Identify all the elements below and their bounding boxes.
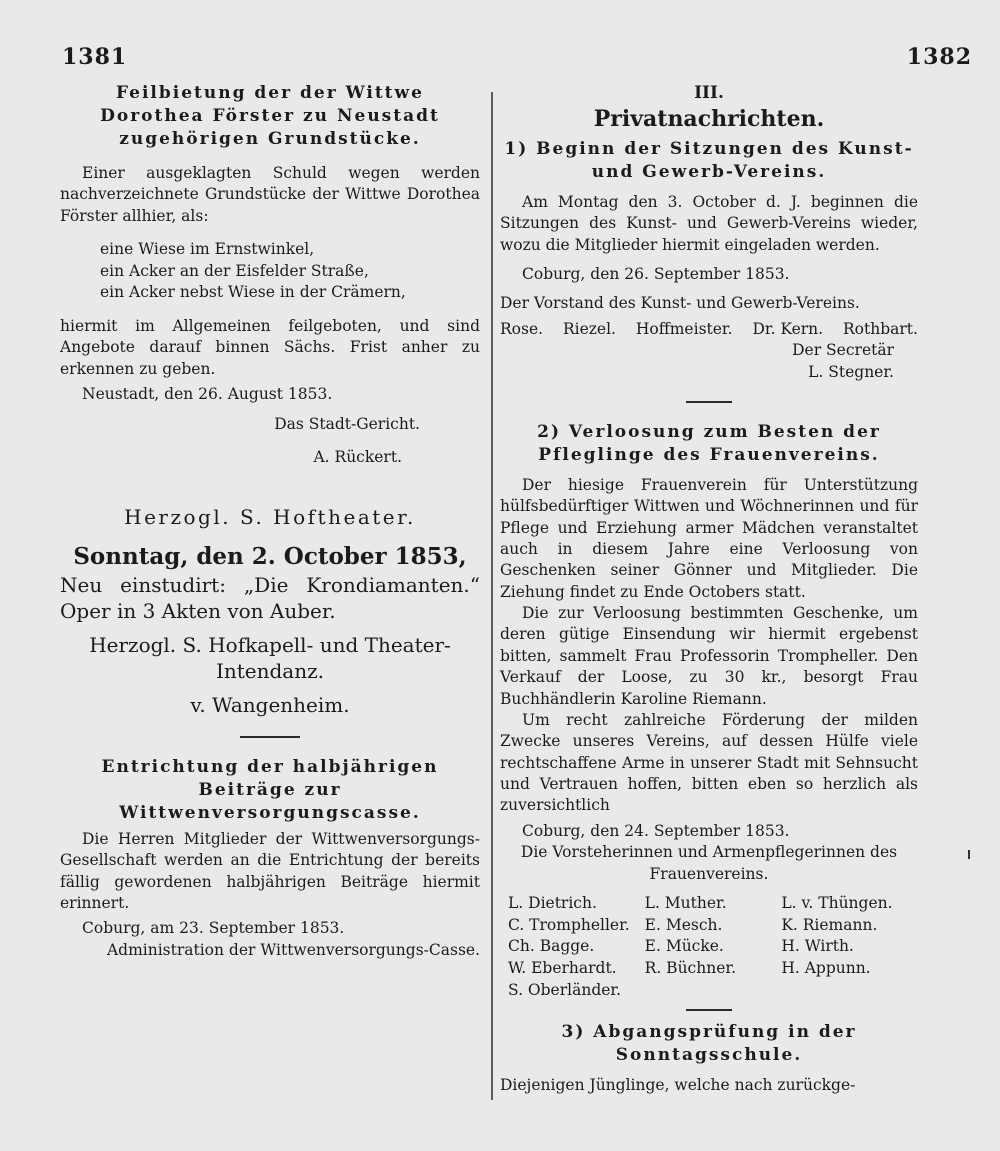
- sale-heading: Feilbietung der der Wittwe Dorothea Förster zu Neustadt zugehörigen Grundstücke.: [100, 83, 440, 149]
- section-rule: [686, 1009, 732, 1011]
- page-number-right: 1382: [906, 44, 972, 70]
- member-name: E. Mesch.: [644, 915, 723, 934]
- item2-text-1: Der hiesige Frauenverein für Unterstützung hülfsbedürftiger Wittwen und Wöchnerinnen und für Pflege und Erziehung armer Mädchen veranstaltet auch in diesem Jahre eine Verloosung von Geschenken seiner Gönner und Mitglieder. Die Ziehung findet zu Ende Octobers statt.: [500, 475, 918, 601]
- item1-board: Der Vorstand des Kunst- und Gewerb-Vereins.: [500, 294, 860, 313]
- item2-heading: 2) Verloosung zum Besten der Pfleglinge des Frauenvereins.: [537, 421, 881, 465]
- property-item: ein Acker an der Eisfelder Straße,: [100, 261, 369, 280]
- item2-board: Die Vorsteherinnen und Armenpflegerinnen des Frauenvereins.: [520, 843, 898, 883]
- theater-date: Sonntag, den 2. October 1853,: [73, 543, 467, 571]
- board-member-name: Rose.: [500, 319, 544, 338]
- right-column: [500, 82, 918, 1097]
- member-name: W. Eberhardt.: [508, 958, 617, 977]
- payment-signer: Administration der Wittwenversorgungs-Casse.: [106, 940, 480, 959]
- member-name: H. Appunn.: [781, 958, 871, 977]
- member-name: K. Riemann.: [781, 915, 878, 934]
- member-name: S. Oberländer.: [508, 980, 622, 999]
- item2-text-2: Die zur Verloosung bestimmten Geschenke, um deren gütige Einsendung wir hiermit ergebenst bitten, sammelt Frau Professorin Trompheller. Den Verkauf der Loose, zu 30 kr., besorgt Frau Buchhändlerin Karoline Riemann.: [500, 604, 918, 708]
- property-item: ein Acker nebst Wiese in der Crämern,: [100, 283, 406, 302]
- board-member-name: Rothbart.: [843, 319, 918, 338]
- theater-signer: v. Wangenheim.: [190, 693, 350, 718]
- member-name: L. Muther.: [644, 893, 727, 912]
- member-name: L. Dietrich.: [508, 893, 597, 912]
- column-divider: [491, 92, 493, 1100]
- property-item: eine Wiese im Ernstwinkel,: [100, 239, 315, 258]
- page-number-left: 1381: [62, 44, 128, 70]
- payment-heading: Entrichtung der halbjährigen Beiträge zur Wittwenversorgungscasse.: [101, 757, 439, 824]
- sale-intro: Einer ausgeklagten Schuld wegen werden nachverzeichnete Grundstücke der Wittwe Dorothea Förster allhier, als:: [60, 163, 480, 225]
- member-name: H. Wirth.: [781, 937, 854, 956]
- section-rule: [240, 736, 300, 738]
- property-list: [100, 239, 480, 304]
- item1-names: [500, 319, 918, 340]
- board-member-name: Dr. Kern.: [752, 319, 824, 338]
- member-name: C. Trompheller.: [508, 915, 630, 934]
- item1-date: Coburg, den 26. September 1853.: [522, 265, 790, 284]
- section-rule: [686, 401, 732, 403]
- board-member-name: Riezel.: [562, 319, 616, 338]
- member-name: E. Mücke.: [644, 937, 724, 956]
- member-name: [781, 980, 918, 1002]
- section-number: III.: [694, 83, 724, 103]
- payment-date: Coburg, am 23. September 1853.: [82, 919, 345, 938]
- sale-offer: hiermit im Allgemeinen feilgeboten, und sind Angebote darauf binnen Sächs. Frist anher zu erkennen zu geben.: [60, 317, 480, 378]
- item2-names: [508, 893, 918, 1001]
- member-name: L. v. Thüngen.: [781, 893, 893, 912]
- left-column: [60, 82, 480, 961]
- member-name: Ch. Bagge.: [508, 937, 595, 956]
- item1-heading: 1) Beginn der Sitzungen des Kunst- und Gewerb-Vereins.: [504, 139, 914, 182]
- item2-text-3: Um recht zahlreiche Förderung der milden Zwecke unseres Vereins, auf dessen Hülfe viele rechtschaffene Arme in unserer Stadt mit Sehnsucht und Vertrauen hoffen, bitten eben so herzlich als zuversichtlich: [500, 710, 918, 815]
- board-member-name: Hoffmeister.: [635, 319, 733, 338]
- member-name: R. Büchner.: [644, 958, 737, 977]
- theater-opera: Neu einstudirt: „Die Krondiamanten.“ Oper in 3 Akten von Auber.: [60, 573, 480, 624]
- section-title: Privatnachrichten.: [593, 106, 825, 133]
- item3-text: Diejenigen Jünglinge, welche nach zurückge-: [500, 1076, 856, 1095]
- secretary-title: Der Secretär: [792, 341, 894, 360]
- item2-date: Coburg, den 24. September 1853.: [522, 821, 790, 840]
- margin-mark: [968, 850, 970, 859]
- theater-org: Herzogl. S. Hofkapell- und Theater-Intendanz.: [89, 633, 451, 684]
- theater-title: Herzogl. S. Hoftheater.: [124, 505, 416, 530]
- item1-text: Am Montag den 3. October d. J. beginnen die Sitzungen des Kunst- und Gewerb-Vereins wieder, wozu die Mitglieder hiermit eingeladen werden.: [500, 192, 918, 254]
- court-signer: A. Rückert.: [313, 447, 402, 466]
- item3-heading: 3) Abgangsprüfung in der Sonntagsschule.: [561, 1022, 857, 1066]
- payment-text: Die Herren Mitglieder der Wittwenversorgungs-Gesellschaft werden an die Entrichtung der bereits fällig gewordenen halbjährigen Beiträge hiermit erinnert.: [60, 829, 480, 913]
- court-name: Das Stadt-Gericht.: [274, 414, 420, 433]
- sale-date: Neustadt, den 26. August 1853.: [82, 385, 333, 404]
- secretary-name: L. Stegner.: [808, 362, 894, 381]
- member-name: [645, 980, 782, 1002]
